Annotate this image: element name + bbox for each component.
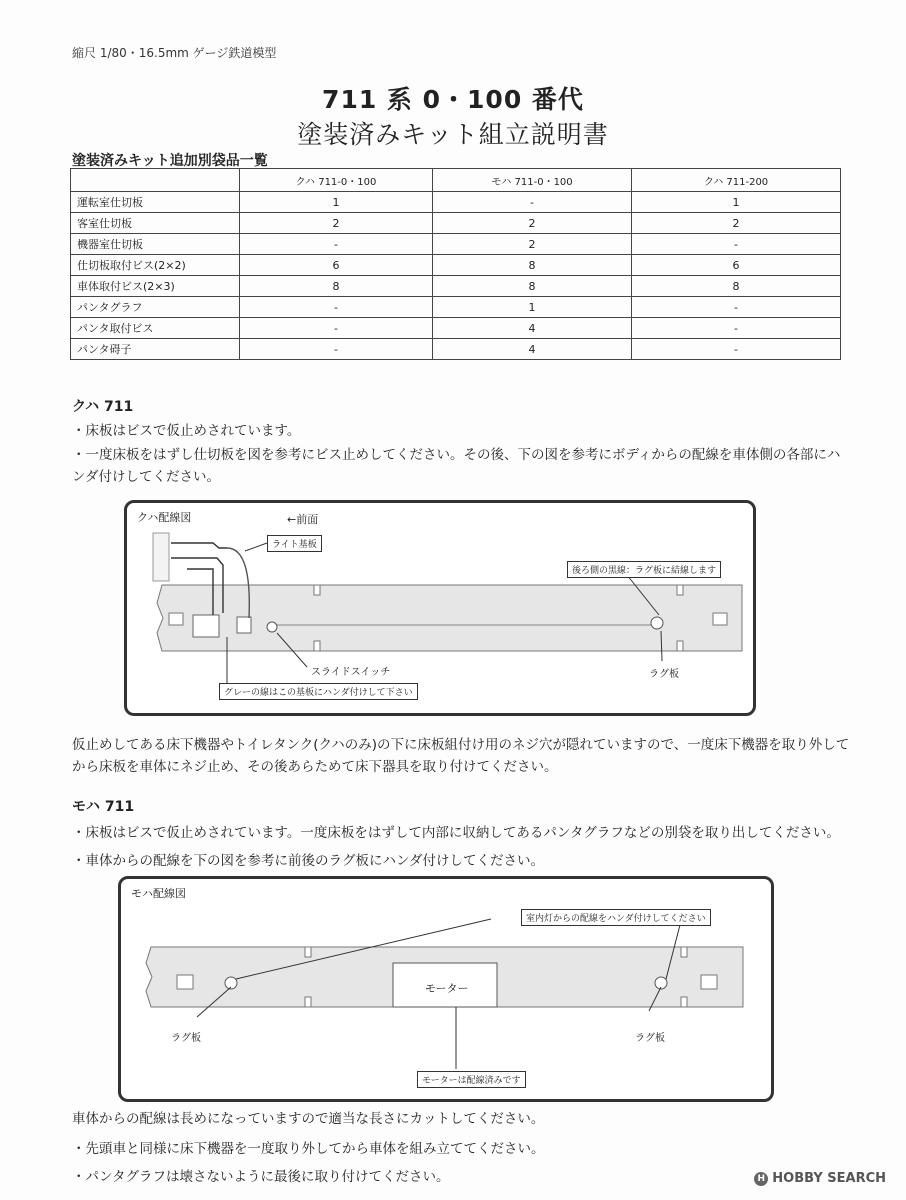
table-row (71, 297, 841, 318)
part-name-cell: 機器室仕切板 (71, 234, 240, 255)
part-qty-cell: - (240, 297, 433, 318)
part-qty-cell: 2 (240, 213, 433, 234)
table-row (71, 234, 841, 255)
part-qty-cell: 6 (632, 255, 841, 276)
kuha-diagram-title: クハ配線図 (137, 511, 192, 524)
scale-note: 縮尺 1/80・16.5mm ゲージ鉄道模型 (72, 46, 277, 60)
parts-table (70, 168, 841, 360)
part-qty-cell: 1 (433, 297, 632, 318)
part-qty-cell: - (433, 192, 632, 213)
title-instructions: 塗装済みキット組立説明書 (297, 120, 609, 149)
part-qty-cell: - (632, 297, 841, 318)
part-name-cell: パンタ取付ビス (71, 318, 240, 339)
grey-line-callout: グレーの線はこの基板にハンダ付けして下さい (219, 683, 418, 700)
moha-wiring-diagram (118, 876, 774, 1102)
kuha-para-1: ・床板はビスで仮止めされています。 (72, 423, 301, 439)
front-direction-label: ←前面 (287, 513, 319, 526)
part-qty-cell: 6 (240, 255, 433, 276)
footer-note-2: ・先頭車と同様に床下機器を一度取り外してから車体を組み立ててください。 (72, 1141, 545, 1157)
part-qty-cell: 4 (433, 339, 632, 360)
kuha-after-text: 仮止めしてある床下機器やトイレタンク(クハのみ)の下に床板組付け用のネジ穴が隠れていますので、一度床下機器を取り外してから床板を車体にネジ止め、その後あらためて床下器具を取り付けてください。 (72, 737, 850, 775)
kuha-wiring-diagram (124, 500, 756, 716)
part-name-cell: 車体取付ビス(2×3) (71, 276, 240, 297)
part-name-cell: パンタ碍子 (71, 339, 240, 360)
part-qty-cell: - (632, 339, 841, 360)
part-qty-cell: - (632, 318, 841, 339)
part-qty-cell: - (240, 318, 433, 339)
kuha-para-2: ・一度床板をはずし仕切板を図を参考にビス止めしてください。その後、下の図を参考にボディからの配線を車体側の各部にハンダ付けしてください。 (72, 447, 841, 485)
room-light-callout: 室内灯からの配線をハンダ付けしてください (521, 909, 711, 926)
part-name-cell: 運転室仕切板 (71, 192, 240, 213)
footer-note-1: 車体からの配線は長めになっていますので適当な長さにカットしてください。 (72, 1111, 545, 1127)
table-header-row (71, 169, 841, 192)
watermark-logo-icon: H (754, 1172, 768, 1186)
slide-switch-label: スライドスイッチ (311, 667, 391, 678)
table-header-col: クハ 711-0・100 (240, 169, 433, 192)
moha-diagram-title: モハ配線図 (131, 887, 186, 900)
part-qty-cell: 8 (240, 276, 433, 297)
motor-note-callout: モーターは配線済みです (417, 1071, 526, 1088)
part-qty-cell: 8 (433, 255, 632, 276)
table-row (71, 318, 841, 339)
kuha-floor-drawing (127, 503, 753, 713)
table-row (71, 213, 841, 234)
table-row (71, 276, 841, 297)
table-header-col: モハ 711-0・100 (433, 169, 632, 192)
watermark-text: HOBBY SEARCH (772, 1171, 886, 1186)
table-header-col: クハ 711-200 (632, 169, 841, 192)
part-qty-cell: - (632, 234, 841, 255)
part-name-cell: パンタグラフ (71, 297, 240, 318)
hobby-search-watermark (754, 1171, 886, 1186)
table-row (71, 192, 841, 213)
rear-wire-callout: 後ろ側の黒線：ラグ板に結線します (567, 561, 721, 578)
footer-note-3: ・パンタグラフは壊さないように最後に取り付けてください。 (72, 1169, 450, 1185)
part-qty-cell: 1 (632, 192, 841, 213)
kuha-heading: クハ 711 (72, 399, 134, 415)
part-qty-cell: 1 (240, 192, 433, 213)
title-series: 711 系 0・100 番代 (322, 85, 584, 114)
part-qty-cell: 2 (433, 234, 632, 255)
motor-label: モーター (425, 982, 469, 995)
light-board-callout: ライト基板 (267, 535, 322, 552)
lug-left-label: ラグ板 (171, 1033, 201, 1044)
table-header-blank (71, 169, 240, 192)
part-qty-cell: - (240, 339, 433, 360)
parts-table-heading: 塗装済みキット追加別袋品一覧 (72, 153, 268, 169)
moha-para-1: ・床板はビスで仮止めされています。一度床板をはずして内部に収納してあるパンタグラフなどの別袋を取り出してください。 (72, 825, 840, 841)
table-row (71, 255, 841, 276)
part-qty-cell: 2 (632, 213, 841, 234)
moha-para-2: ・車体からの配線を下の図を参考に前後のラグ板にハンダ付けしてください。 (72, 853, 544, 869)
lug-plate-label: ラグ板 (649, 669, 679, 680)
table-row (71, 339, 841, 360)
part-qty-cell: 4 (433, 318, 632, 339)
part-name-cell: 仕切板取付ビス(2×2) (71, 255, 240, 276)
moha-heading: モハ 711 (72, 799, 135, 815)
part-qty-cell: 8 (632, 276, 841, 297)
part-qty-cell: 8 (433, 276, 632, 297)
part-qty-cell: 2 (433, 213, 632, 234)
lug-right-label: ラグ板 (635, 1033, 665, 1044)
part-qty-cell: - (240, 234, 433, 255)
part-name-cell: 客室仕切板 (71, 213, 240, 234)
